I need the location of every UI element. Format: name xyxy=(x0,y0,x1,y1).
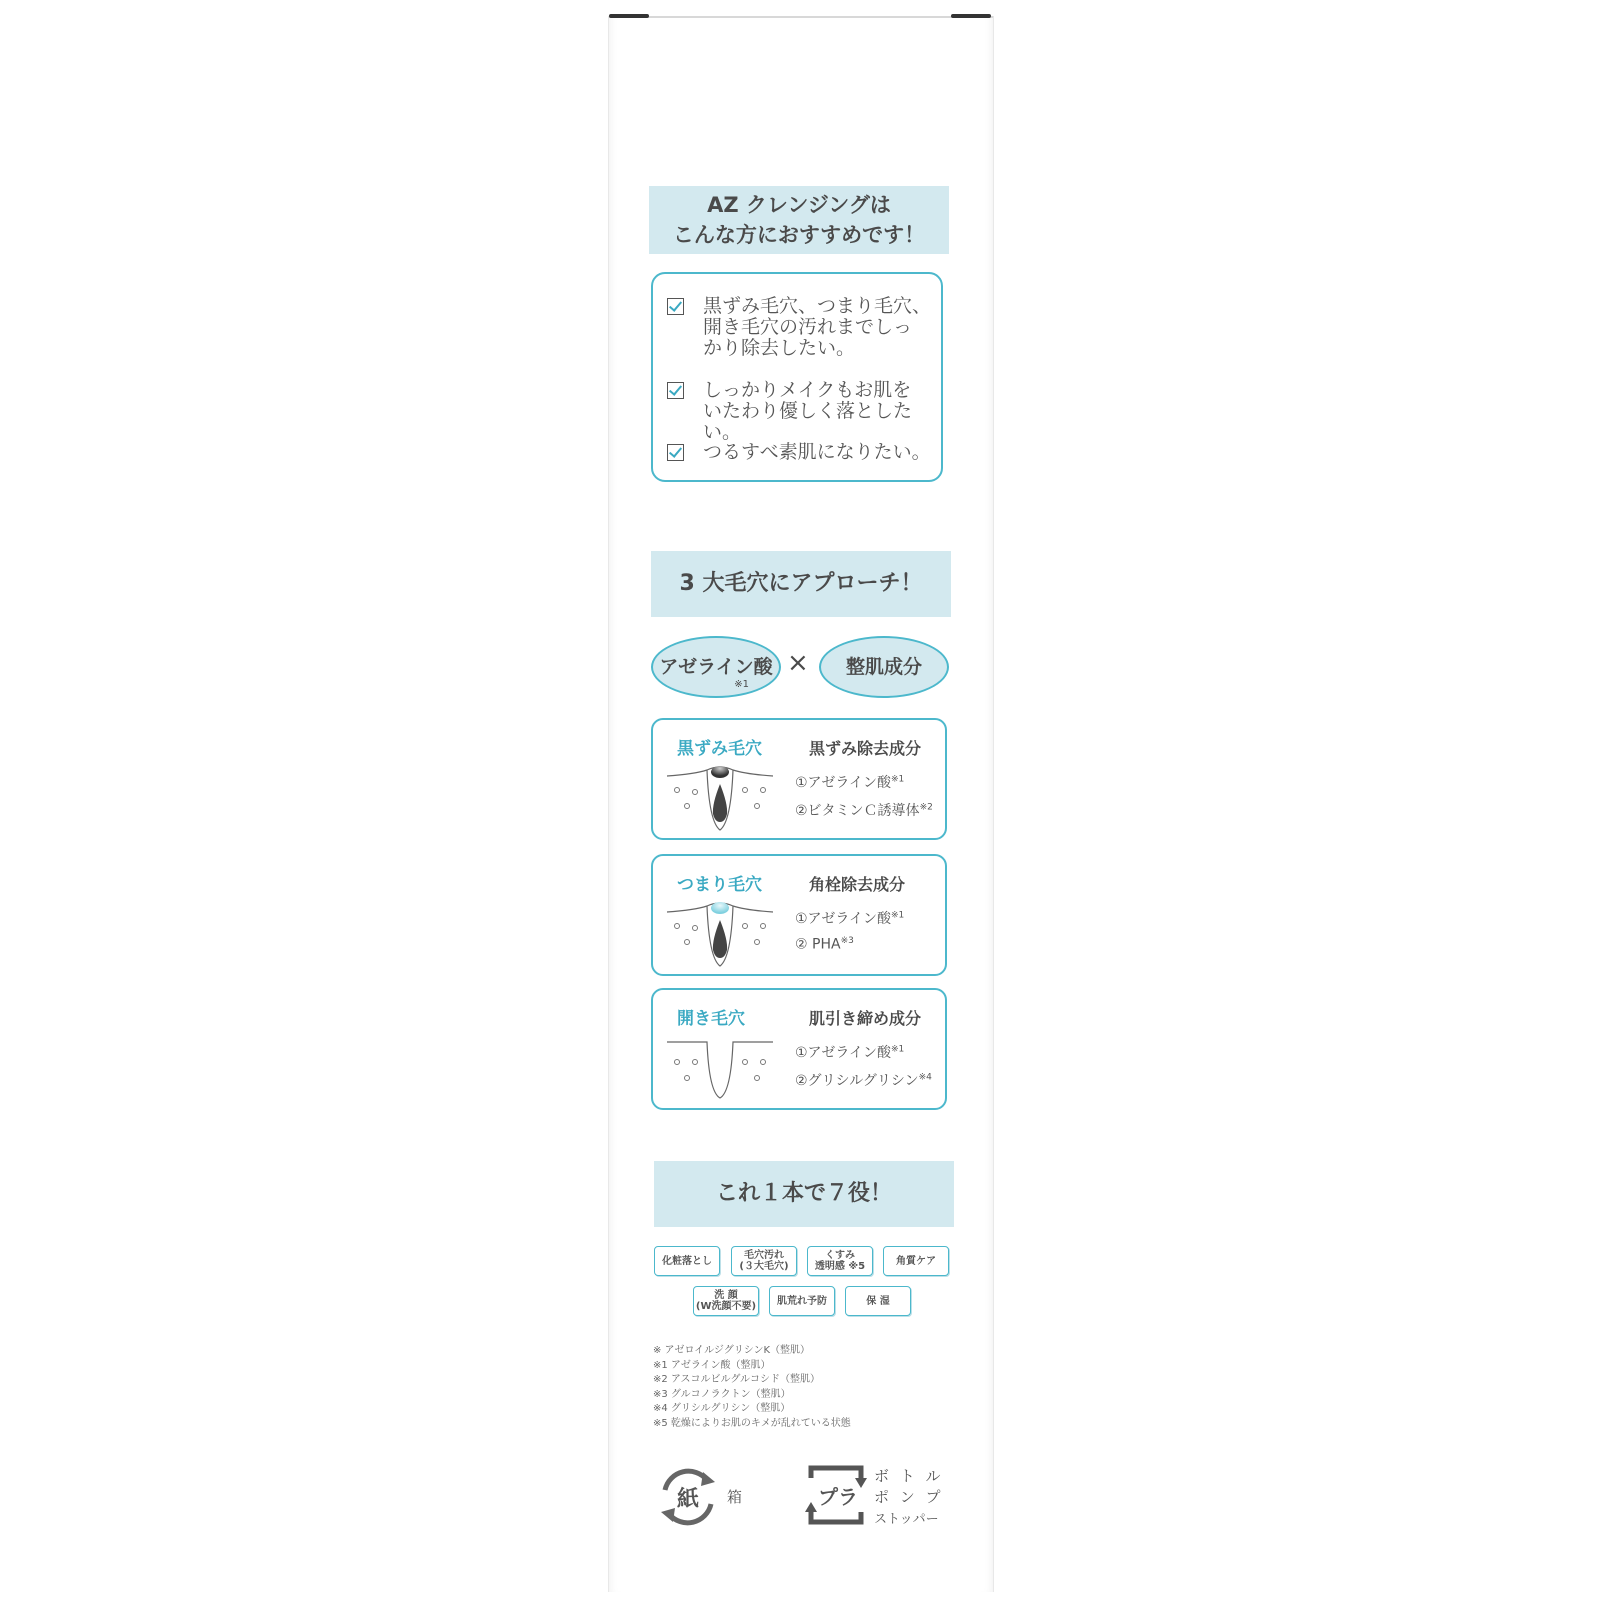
approach-title: 3 大毛穴にアプローチ！ xyxy=(651,551,951,617)
recommend-item-text: つるすべ素肌になりたい。 xyxy=(703,441,931,463)
footnote: ※1 アゼライン酸（整肌） xyxy=(653,1359,771,1371)
role-chip: 肌荒れ予防 xyxy=(769,1286,835,1316)
footnote: ※5 乾燥によりお肌のキメが乱れている状態 xyxy=(653,1417,851,1429)
pore-card-open xyxy=(651,988,947,1110)
oval-label: 整肌成分 xyxy=(845,656,922,678)
oval-note: ※1 xyxy=(734,679,749,690)
footnote: ※3 グルコノラクトン（整肌） xyxy=(653,1388,791,1400)
oval-label: アゼライン酸 xyxy=(659,656,773,678)
checkbox-icon xyxy=(667,382,684,399)
pore-blackhead-illustration xyxy=(665,762,775,834)
footnote: ※ アゼロイルジグリシンK（整肌） xyxy=(653,1345,811,1356)
role-chip: 毛穴汚れ (３大毛穴) xyxy=(731,1246,797,1276)
footnote: ※2 アスコルビルグルコシド（整肌） xyxy=(653,1374,821,1385)
ingredient-2: ②ビタミンＣ誘導体$^{※2}$ xyxy=(795,802,933,819)
paper-target-label: 箱 xyxy=(727,1488,743,1506)
package-panel xyxy=(608,16,994,1592)
footnotes xyxy=(653,1344,851,1431)
plastic-mark-text: プラ xyxy=(818,1485,858,1509)
plastic-recycle-icon xyxy=(803,1464,869,1526)
role-chip: 角質ケア xyxy=(883,1246,949,1276)
footnote: ※4 グリシルグリシン（整肌） xyxy=(653,1403,791,1414)
recommend-title-line2: こんな方におすすめです！ xyxy=(672,223,926,247)
pore-title: つまり毛穴 xyxy=(677,875,762,895)
recommend-item-text: 黒ずみ毛穴、つまり毛穴、 開き毛穴の汚れまでしっ かり除去したい。 xyxy=(703,295,932,359)
pore-open-illustration xyxy=(665,1032,775,1104)
pore-clogged-illustration xyxy=(665,898,775,970)
roles-title: これ１本で７役！ xyxy=(654,1161,954,1227)
role-chip: 洗 顔 (W洗顔不要) xyxy=(693,1286,759,1316)
checkbox-icon xyxy=(667,298,684,315)
azelaic-acid-oval xyxy=(651,636,781,698)
plastic-target-label: ボ ト ル ポ ン プ ストッパー xyxy=(874,1467,944,1527)
component-title: 黒ずみ除去成分 xyxy=(809,739,922,758)
pore-title: 開き毛穴 xyxy=(677,1009,745,1029)
paper-mark-text: 紙 xyxy=(676,1487,700,1512)
recommend-list xyxy=(651,272,943,482)
pore-card-clogged xyxy=(651,854,947,976)
role-chip: 保 湿 xyxy=(845,1286,911,1316)
package-flap-right xyxy=(951,14,991,18)
ingredient-2: ② PHA$^{※3}$ xyxy=(795,936,854,953)
conditioning-oval xyxy=(819,636,949,698)
paper-recycle-icon xyxy=(655,1468,721,1526)
role-chip: くすみ 透明感 ※5 xyxy=(807,1246,873,1276)
recommend-title-line1: AZ クレンジングは xyxy=(707,193,891,217)
checkbox-icon xyxy=(667,444,684,461)
pore-card-blackhead xyxy=(651,718,947,840)
ingredient-1: ①アゼライン酸$^{※1}$ xyxy=(795,910,905,927)
role-chip: 化粧落とし xyxy=(654,1246,720,1276)
component-title: 肌引き締め成分 xyxy=(809,1009,922,1028)
recommend-title xyxy=(649,186,949,254)
ingredient-1: ①アゼライン酸$^{※1}$ xyxy=(795,1044,905,1061)
package-top-edge xyxy=(609,16,993,18)
package-flap-left xyxy=(609,14,649,18)
ingredient-2: ②グリシルグリシン$^{※4}$ xyxy=(795,1072,932,1089)
pore-title: 黒ずみ毛穴 xyxy=(677,739,762,759)
recommend-item-text: しっかりメイクもお肌を いたわり優しく落としたい。 xyxy=(703,379,913,443)
times-sign: × xyxy=(787,648,809,678)
component-title: 角栓除去成分 xyxy=(809,875,906,894)
ingredient-1: ①アゼライン酸$^{※1}$ xyxy=(795,774,905,791)
